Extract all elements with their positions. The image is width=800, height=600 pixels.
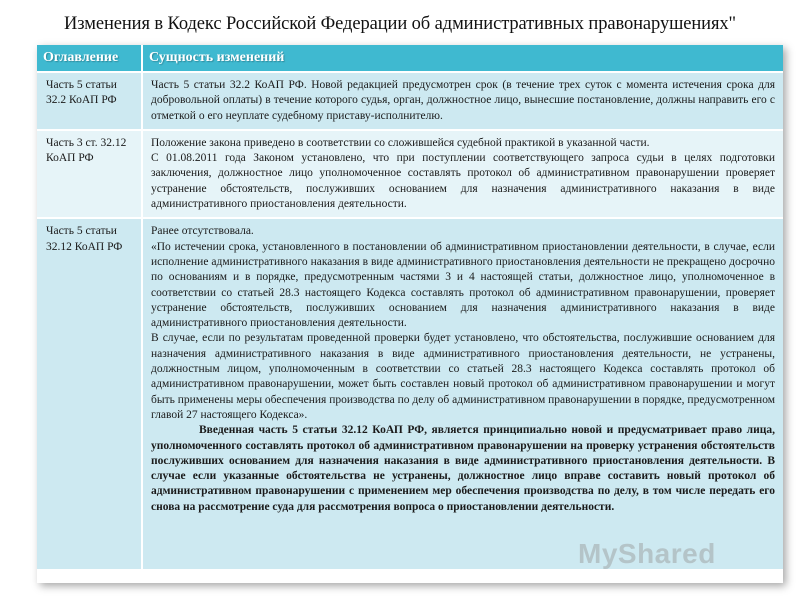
description-paragraph: Ранее отсутствовала. (151, 225, 254, 238)
table-row (37, 130, 783, 218)
table-row (37, 218, 783, 569)
table-header-row (37, 45, 783, 72)
description-paragraph: С 01.08.2011 года Законом установлено, что при поступлении соответствующего запроса судьи в целях подготовки заключения, должностное лицо уполномоченное составлять протокол об административном правонарушении проверяет устранение обстоятельств, послуживших основанием для назначения административного наказания в виде административного приостановления деятельности. (151, 152, 775, 211)
description-paragraph: В случае, если по результатам проведенной проверки будет установлено, что обстоятельства, послужившие основанием для назначения административного наказания в виде административного приостановления деятельности, не устранены, должностным лицом, уполномоченным в соответствии со статьей 28.3 настоящего Кодекса составлять протокол об административном правонарушении, может быть составлен новый протокол об административном правонарушении и могут быть применены меры обеспечения производства по делу об административном правонарушении в порядке, предусмотренном главой 27 настоящего Кодекса». (151, 332, 775, 421)
changes-table (37, 45, 783, 569)
description-paragraph-bold: Введенная часть 5 статьи 32.12 КоАП РФ, является принципиально новой и предусматривает право лица, уполномоченного составлять протокол об административном правонарушении на проверку устранения обстоятельств послуживших основанием для назначения наказания в виде административного приостановления деятельности. В случае если указанные обстоятельства не устранены, должностное лицо вправе составить новый протокол об административном правонарушении с применением мер обеспечения производства по делу, в том числе передать его снова на рассмотрение суда для рассмотрения вопроса о приостановлении деятельности. (151, 424, 775, 513)
description-paragraph: Часть 5 статьи 32.2 КоАП РФ. Новой редакцией предусмотрен срок (в течение трех суток с момента истечения срока для добровольной оплаты) в течение которого судья, орган, должностное лицо, вынесшие постановление, должны направить его с отметкой о его неуплате судебному приставу-исполнителю. (151, 79, 775, 122)
row-description (142, 72, 783, 130)
table-row (37, 72, 783, 130)
row-section-label: Часть 3 ст. 32.12 КоАП РФ (37, 130, 142, 218)
changes-table-wrapper (37, 45, 783, 583)
row-section-label: Часть 5 статьи 32.12 КоАП РФ (37, 218, 142, 569)
watermark-logo: MyShared (578, 538, 716, 569)
row-description (142, 218, 783, 569)
row-description (142, 130, 783, 218)
header-contents: Оглавление (37, 45, 142, 72)
slide-title: Изменения в Кодекс Российской Федерации об административных правонарушениях" (64, 14, 736, 34)
description-paragraph: «По истечении срока, установленного в постановлении об административном приостановлении деятельности, в случае, если исполнение административного наказания в виде административного приостановления деятельности не прекращено досрочно по основаниям и в порядке, предусмотренным частями 3 и 4 настоящей статьи, должностное лицо, уполномоченное в соответствии со статьей 28.3 настоящего Кодекса составлять протокол об административном правонарушении, проверяет устранение обстоятельств, послуживших основанием для назначения административного наказания в виде административного приостановления деятельности. (151, 240, 775, 330)
header-essence-of-changes: Сущность изменений (142, 45, 783, 72)
row-section-label: Часть 5 статьи 32.2 КоАП РФ (37, 72, 142, 130)
description-paragraph: Положение закона приведено в соответствии со сложившейся судебной практикой в указанной части. (151, 136, 650, 149)
